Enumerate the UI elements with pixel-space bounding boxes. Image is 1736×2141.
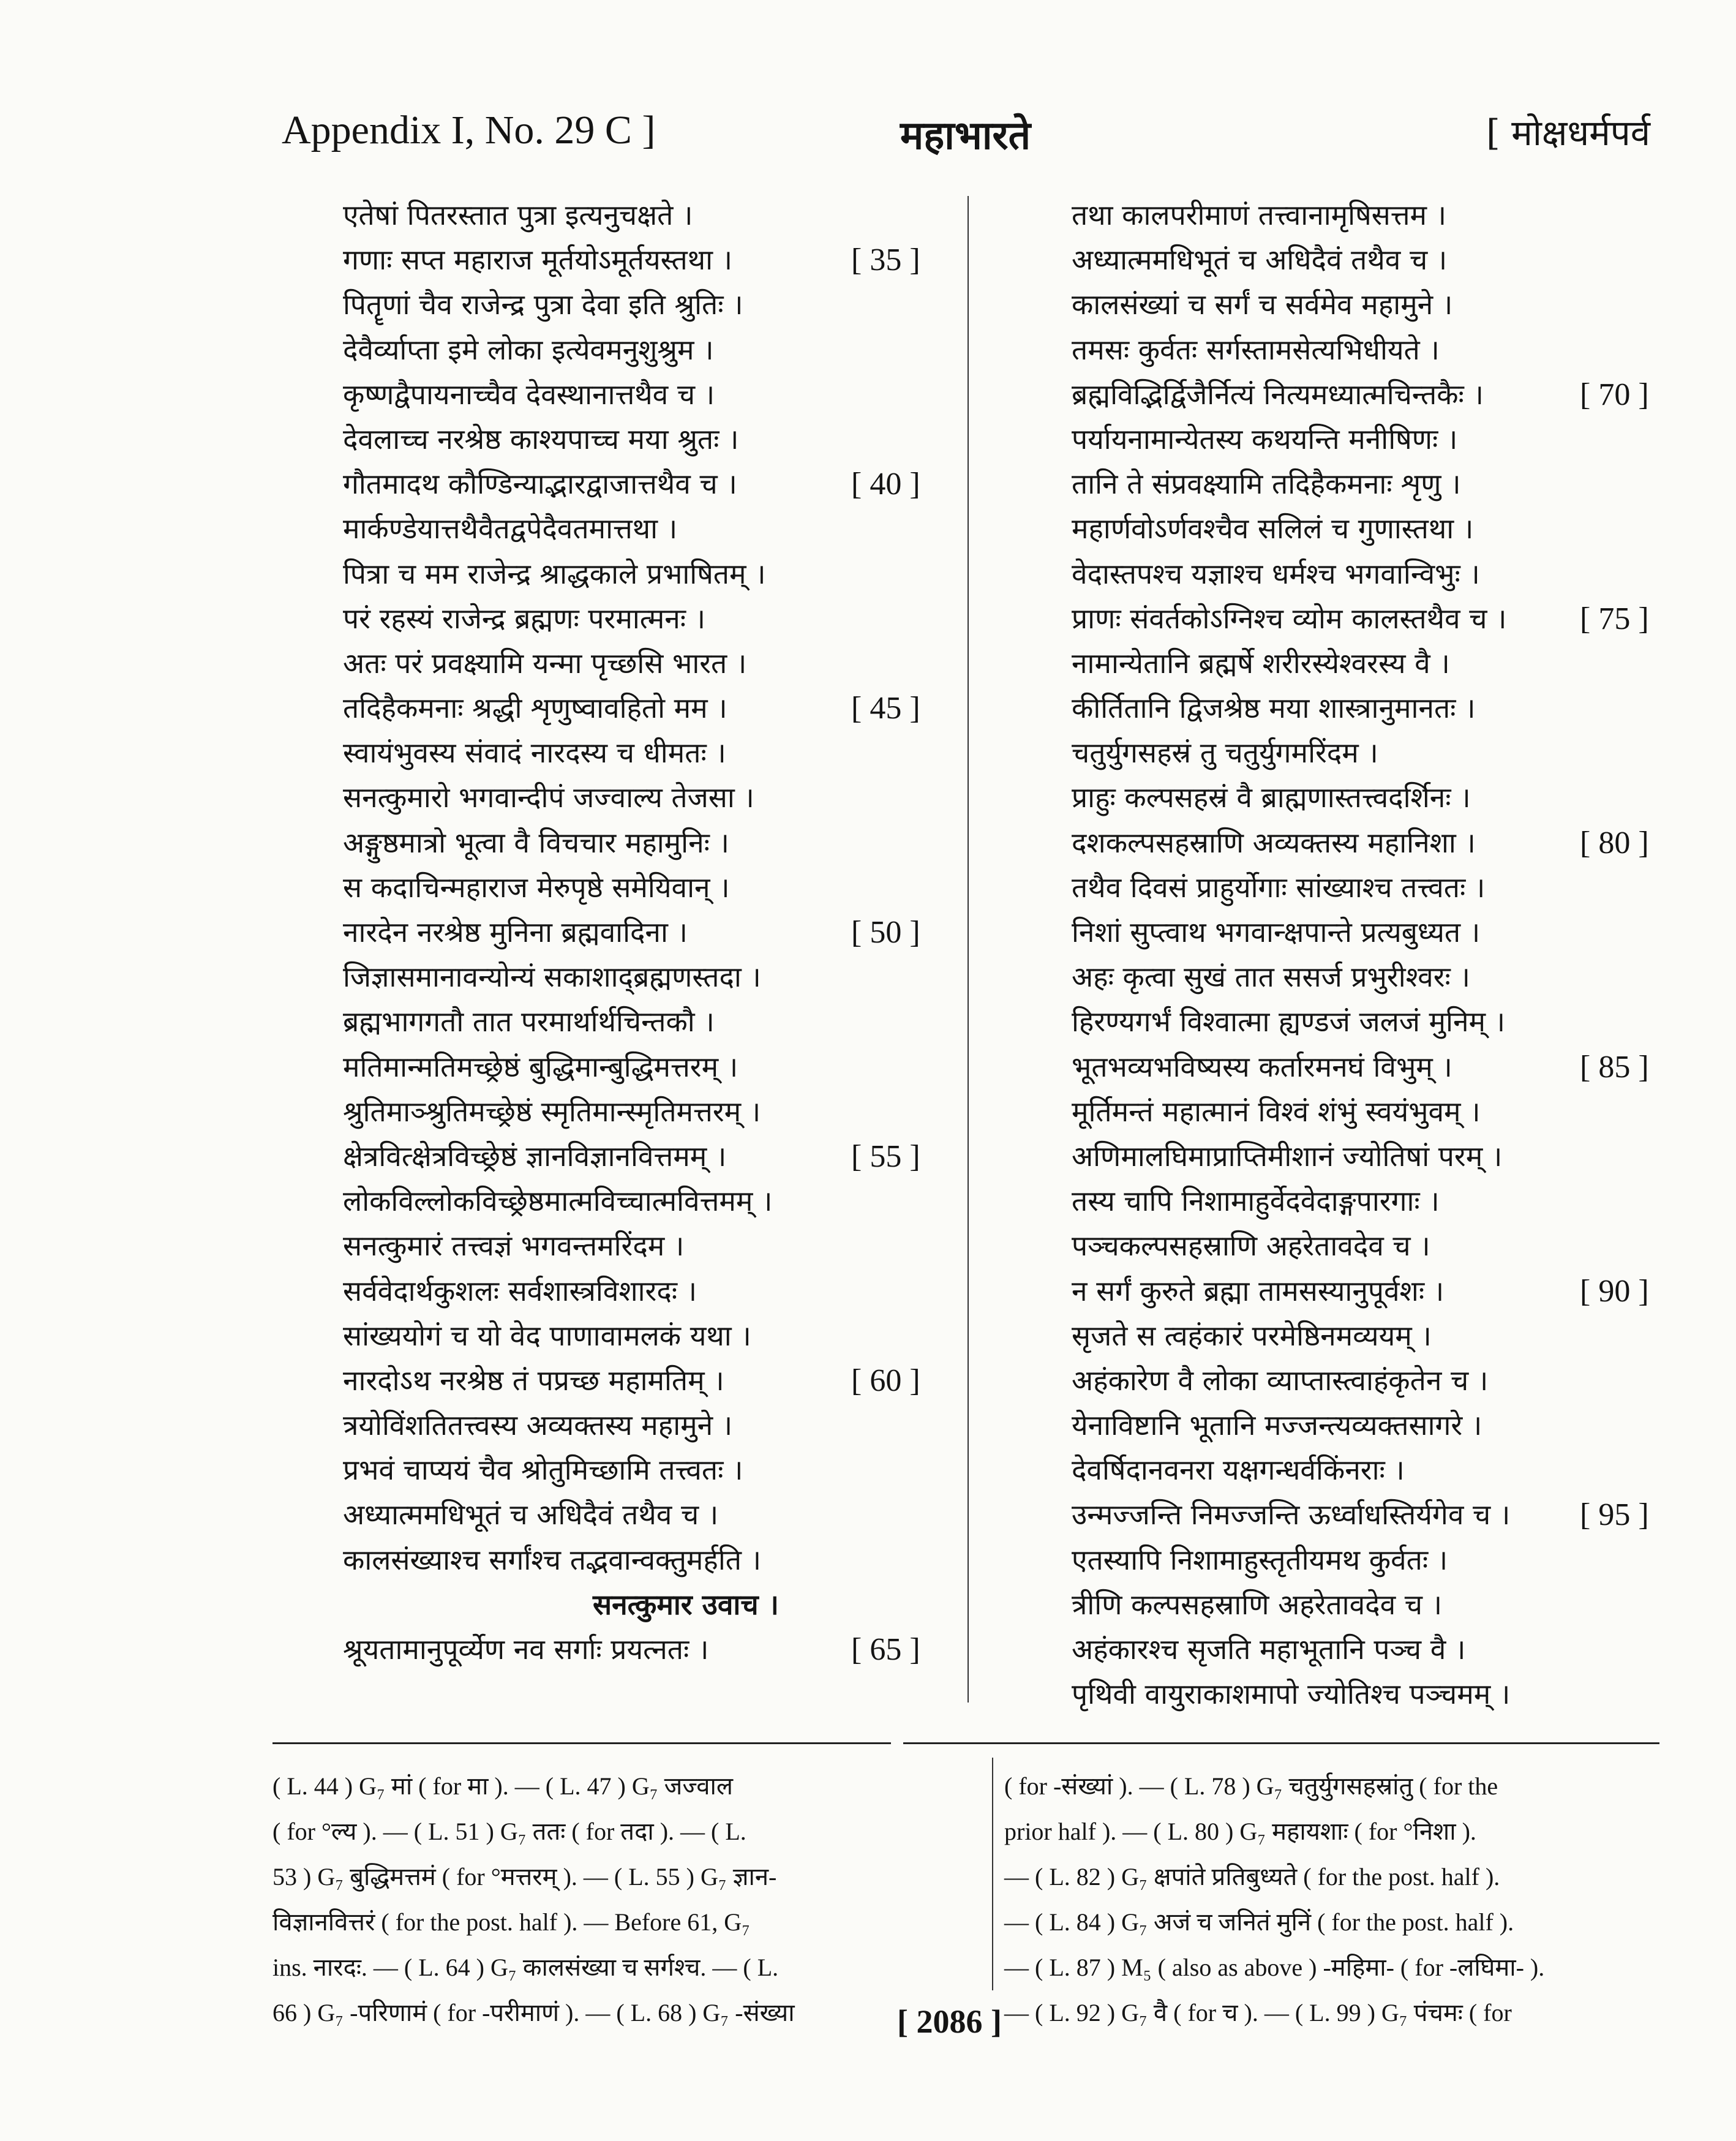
verse-text: ब्रह्मभागगतौ तात परमार्थार्थचिन्तकौ ।: [343, 1005, 715, 1039]
verse-line: [343, 1134, 1029, 1179]
verse-number: [ 35 ]: [851, 243, 920, 278]
verse-line: [1072, 1672, 1736, 1717]
footnote-line: ins. नारदः. — ( L. 64 ) G₇ कालसंख्या च सर्गश्च. — ( L.: [272, 1954, 779, 1981]
footnote-rule-left: [272, 1742, 891, 1744]
verse-line: [1072, 865, 1736, 910]
verse-text: एतेषां पितरस्तात पुत्रा इत्यनुचक्षते ।: [343, 198, 693, 231]
right-verse-column: [1072, 193, 1736, 1717]
running-header-left: Appendix I, No. 29 C ]: [282, 108, 656, 152]
verse-number: [ 85 ]: [1580, 1049, 1649, 1085]
verse-line: [1072, 999, 1736, 1044]
verse-text: ब्रह्मविद्भिर्द्विजैर्नित्यं नित्यमध्यात्मचिन्तकैः ।: [1072, 377, 1484, 411]
verse-text: दशकल्पसहस्राणि अव्यक्तस्य महानिशा ।: [1072, 826, 1476, 859]
verse-text: अणिमालघिमाप्राप्तिमीशानं ज्योतिषां परम् ।: [1072, 1139, 1503, 1173]
verse-line: [343, 1492, 1029, 1537]
verse-text: स्वायंभुवस्य संवादं नारदस्य च धीमतः ।: [343, 736, 726, 770]
verse-text: मूर्तिमन्तं महात्मानं विश्वं शंभुं स्वयंभुवम् ।: [1072, 1094, 1481, 1128]
verse-text: सनत्कुमार उवाच ।: [593, 1587, 779, 1621]
verse-line: [343, 238, 1029, 282]
verse-line: [343, 1403, 1029, 1448]
verse-line: [1072, 775, 1736, 820]
verse-text: गौतमादथ कौण्डिन्याद्भारद्वाजात्तथैव च ।: [343, 467, 737, 501]
verse-text: अध्यात्ममधिभूतं च अधिदैवं तथैव च ।: [343, 1498, 719, 1532]
verse-text: सनत्कुमारं तत्त्वज्ञं भगवन्तमरिंदम ।: [343, 1229, 685, 1263]
footnote-divider: [992, 1758, 993, 1990]
verse-line: [1072, 417, 1736, 462]
verse-text: श्रुतिमाञ्श्रुतिमच्छ्रेष्ठं स्मृतिमान्स्मृतिमत्तरम् ।: [343, 1094, 761, 1128]
footnote-line: ( for -संख्यां ). — ( L. 78 ) G₇ चतुर्युगसहस्रांतु ( for the: [1004, 1772, 1498, 1800]
verse-text: देवैर्व्याप्ता इमे लोका इत्येवमनुशुश्रुम ।: [343, 333, 714, 366]
verse-line: [343, 1089, 1029, 1134]
footnote-line: — ( L. 92 ) G₇ वै ( for च ). — ( L. 99 ) G₇ पंचमः ( for: [1004, 1999, 1512, 2026]
verse-line: [1072, 955, 1736, 999]
verse-text: गणाः सप्त महाराज मूर्तयोऽमूर्तयस्तथा ।: [343, 243, 733, 277]
verse-text: वेदास्तपश्च यज्ञाश्च धर्मश्च भगवान्विभुः ।: [1072, 557, 1480, 590]
footnote-rule-right: [903, 1742, 1659, 1744]
verse-line: [343, 328, 1029, 372]
verse-line: [1072, 238, 1736, 282]
verse-text: त्रीणि कल्पसहस्राणि अहरेतावदेव च ।: [1072, 1587, 1443, 1621]
verse-text: नारदेन नरश्रेष्ठ मुनिना ब्रह्मवादिना ।: [343, 916, 688, 949]
left-verse-column: [343, 193, 1029, 1672]
verse-text: अहंकारश्च सृजति महाभूतानि पञ्च वै ।: [1072, 1633, 1466, 1666]
verse-line: [343, 1314, 1029, 1358]
verse-text: तथा कालपरीमाणं तत्त्वानामृषिसत्तम ।: [1072, 198, 1447, 231]
verse-text: पितॄणां चैव राजेन्द्र पुत्रा देवा इति श्रुतिः ।: [343, 288, 743, 322]
verse-text: अहंकारेण वै लोका व्याप्तास्त्वाहंकृतेन च ।: [1072, 1363, 1489, 1397]
verse-line: [1072, 596, 1736, 641]
verse-line: [1072, 821, 1736, 865]
verse-line: [343, 282, 1029, 327]
verse-line: [1072, 282, 1736, 327]
verse-text: श्रूयतामानुपूर्व्येण नव सर्गाः प्रयत्नतः ।: [343, 1633, 709, 1666]
verse-number: [ 55 ]: [851, 1138, 920, 1174]
footnote-line: — ( L. 84 ) G₇ अजं च जनितं मुनिं ( for the post. half ).: [1004, 1908, 1514, 1936]
verse-text: महार्णवोऽर्णवश्चैव सलिलं च गुणास्तथा ।: [1072, 512, 1474, 546]
footnote-line: 66 ) G₇ -परिणामं ( for -परीमाणं ). — ( L. 68 ) G₇ -संख्या: [272, 1999, 795, 2026]
verse-text: कृष्णद्वैपायनाच्चैव देवस्थानात्तथैव च ।: [343, 377, 715, 411]
verse-text: सृजते स त्वहंकारं परमेष्ठिनमव्ययम् ।: [1072, 1319, 1432, 1352]
verse-number: [ 40 ]: [851, 467, 920, 502]
verse-line: [1072, 1538, 1736, 1582]
verse-text: तथैव दिवसं प्राहुर्योगाः सांख्याश्च तत्त्वतः ।: [1072, 870, 1486, 904]
verse-number: [ 65 ]: [851, 1632, 920, 1667]
verse-line: [1072, 506, 1736, 551]
verse-line: [343, 1627, 1029, 1672]
verse-text: अहः कृत्वा सुखं तात ससर्ज प्रभुरीश्वरः ।: [1072, 960, 1470, 994]
verse-line: [343, 999, 1029, 1044]
verse-text: सर्ववेदार्थकुशलः सर्वशास्त्रविशारदः ।: [343, 1274, 697, 1308]
verse-line: [1072, 552, 1736, 596]
verse-number: [ 50 ]: [851, 915, 920, 950]
verse-text: भूतभव्यभविष्यस्य कर्तारमनघं विभुम् ।: [1072, 1050, 1452, 1083]
verse-line: [1072, 328, 1736, 372]
verse-line: [343, 1538, 1029, 1582]
verse-line: [1072, 1179, 1736, 1224]
footnote-line: विज्ञानवित्तरं ( for the post. half ). — Before 61, G₇: [272, 1908, 751, 1936]
verse-text: न सर्गं कुरुते ब्रह्मा तामसस्यानुपूर्वशः ।: [1072, 1274, 1445, 1308]
verse-number: [ 80 ]: [1580, 825, 1649, 860]
verse-number: [ 90 ]: [1580, 1273, 1649, 1309]
verse-line: [1072, 910, 1736, 955]
verse-text: मतिमान्मतिमच्छ्रेष्ठं बुद्धिमान्बुद्धिमत्तरम् ।: [343, 1050, 738, 1083]
verse-text: देवर्षिदानवनरा यक्षगन्धर्वकिंनराः ।: [1072, 1453, 1405, 1487]
verse-text: मार्कण्डेयात्तथैवैतद्वपेदैवतमात्तथा ।: [343, 512, 678, 546]
verse-line: [343, 462, 1029, 506]
verse-line: [343, 1224, 1029, 1268]
verse-line: [343, 1269, 1029, 1314]
verse-text: लोकविल्लोकविच्छ्रेष्ठमात्मविच्चात्मवित्तमम् ।: [343, 1184, 773, 1218]
verse-line: [1072, 641, 1736, 686]
verse-text: तदिहैकमनाः श्रद्धी शृणुष्वावहितो मम ।: [343, 691, 727, 725]
verse-text: एतस्यापि निशामाहुस्तृतीयमथ कुर्वतः ।: [1072, 1543, 1448, 1576]
verse-text: अध्यात्ममधिभूतं च अधिदैवं तथैव च ।: [1072, 243, 1448, 277]
verse-line: [343, 1448, 1029, 1492]
verse-line: [1072, 1492, 1736, 1537]
verse-text: उन्मज्जन्ति निमज्जन्ति ऊर्ध्वाधस्तिर्यगेव च ।: [1072, 1498, 1511, 1532]
verse-text: स कदाचिन्महाराज मेरुपृष्ठे समेयिवान् ।: [343, 870, 730, 904]
page-number: [ 2086 ]: [897, 2003, 1002, 2040]
verse-line: [343, 910, 1029, 955]
footnote-line: prior half ). — ( L. 80 ) G₇ महायशाः ( for °निशा ).: [1004, 1818, 1476, 1845]
verse-line: [343, 372, 1029, 417]
verse-text: नामान्येतानि ब्रह्मर्षे शरीरस्येश्वरस्य वै ।: [1072, 646, 1450, 680]
verse-line: [1072, 1627, 1736, 1672]
verse-text: कीर्तितानि द्विजश्रेष्ठ मया शास्त्रानुमानतः ।: [1072, 691, 1476, 725]
verse-line: [343, 193, 1029, 238]
footnote-line: ( L. 44 ) G₇ मां ( for मा ). — ( L. 47 ) G₇ जज्वाल: [272, 1772, 733, 1800]
footnote-line: — ( L. 82 ) G₇ क्षपांते प्रतिबुध्यते ( for the post. half ).: [1004, 1863, 1500, 1891]
verse-text: जिज्ञासमानावन्योन्यं सकाशाद्ब्रह्मणस्तदा ।: [343, 960, 761, 994]
verse-number: [ 60 ]: [851, 1363, 920, 1398]
verse-text: प्रभवं चाप्ययं चैव श्रोतुमिच्छामि तत्त्वतः ।: [343, 1453, 743, 1487]
speaker-heading: [343, 1582, 1029, 1627]
verse-line: [1072, 462, 1736, 506]
verse-text: देवलाच्च नरश्रेष्ठ काश्यपाच्च मया श्रुतः ।: [343, 422, 739, 456]
verse-text: तस्य चापि निशामाहुर्वेदवेदाङ्गपारगाः ।: [1072, 1184, 1440, 1218]
verse-text: प्राणः संवर्तकोऽग्निश्च व्योम कालस्तथैव च ।: [1072, 601, 1507, 635]
verse-line: [1072, 1314, 1736, 1358]
verse-text: क्षेत्रवित्क्षेत्रविच्छ्रेष्ठं ज्ञानविज्ञानवित्तमम् ।: [343, 1139, 727, 1173]
verse-line: [1072, 1269, 1736, 1314]
verse-line: [343, 955, 1029, 999]
verse-line: [343, 417, 1029, 462]
verse-text: कालसंख्याश्च सर्गांश्च तद्भवान्वक्तुमर्हति ।: [343, 1543, 762, 1576]
verse-text: येनाविष्टानि भूतानि मज्जन्त्यव्यक्तसागरे ।: [1072, 1409, 1482, 1442]
footnotes-left: [272, 1764, 977, 2036]
verse-text: तमसः कुर्वतः सर्गस्तामसेत्यभिधीयते ।: [1072, 333, 1440, 366]
verse-line: [1072, 1045, 1736, 1089]
verse-line: [343, 775, 1029, 820]
verse-number: [ 45 ]: [851, 691, 920, 726]
verse-line: [1072, 1089, 1736, 1134]
verse-line: [1072, 372, 1736, 417]
verse-text: पर्यायनामान्येतस्य कथयन्ति मनीषिणः ।: [1072, 422, 1458, 456]
verse-line: [1072, 1134, 1736, 1179]
verse-line: [343, 865, 1029, 910]
verse-number: [ 70 ]: [1580, 377, 1649, 412]
verse-text: कालसंख्यां च सर्गं च सर्वमेव महामुने ।: [1072, 288, 1453, 322]
verse-line: [343, 686, 1029, 731]
verse-line: [1072, 1403, 1736, 1448]
verse-line: [343, 821, 1029, 865]
verse-line: [343, 506, 1029, 551]
verse-line: [343, 641, 1029, 686]
verse-text: नारदोऽथ नरश्रेष्ठ तं पप्रच्छ महामतिम् ।: [343, 1363, 724, 1397]
verse-text: अतः परं प्रवक्ष्यामि यन्मा पृच्छसि भारत ।: [343, 646, 747, 680]
verse-line: [1072, 1224, 1736, 1268]
verse-text: त्रयोविंशतितत्त्वस्य अव्यक्तस्य महामुने ।: [343, 1409, 733, 1442]
running-header-right: [ मोक्षधर्मपर्व: [1486, 112, 1650, 154]
verse-line: [1072, 1448, 1736, 1492]
verse-line: [343, 731, 1029, 775]
verse-line: [343, 1045, 1029, 1089]
verse-text: पित्रा च मम राजेन्द्र श्राद्धकाले प्रभाषितम् ।: [343, 557, 766, 590]
verse-text: सांख्ययोगं च यो वेद पाणावामलकं यथा ।: [343, 1319, 751, 1352]
verse-line: [1072, 731, 1736, 775]
verse-line: [1072, 193, 1736, 238]
verse-text: तानि ते संप्रवक्ष्यामि तदिहैकमनाः शृणु ।: [1072, 467, 1461, 501]
verse-line: [1072, 686, 1736, 731]
verse-line: [343, 1358, 1029, 1403]
verse-number: [ 75 ]: [1580, 601, 1649, 636]
verse-text: निशां सुप्त्वाथ भगवान्क्षपान्ते प्रत्यबुध्यत ।: [1072, 916, 1481, 949]
footnotes-right: [1004, 1764, 1659, 2036]
verse-number: [ 95 ]: [1580, 1497, 1649, 1533]
verse-line: [343, 552, 1029, 596]
verse-line: [1072, 1358, 1736, 1403]
verse-text: प्राहुः कल्पसहस्रं वै ब्राह्मणास्तत्त्वदर्शिनः ।: [1072, 781, 1471, 815]
footnote-line: ( for °ल्य ). — ( L. 51 ) G₇ ततः ( for तदा ). — ( L.: [272, 1818, 746, 1845]
verse-line: [343, 596, 1029, 641]
footnote-line: — ( L. 87 ) M₅ ( also as above ) -महिमा- ( for -लघिमा- ).: [1004, 1954, 1545, 1981]
verse-text: पृथिवी वायुराकाशमापो ज्योतिश्च पञ्चमम् ।: [1072, 1677, 1511, 1711]
column-divider: [968, 196, 969, 1703]
verse-text: अङ्गुष्ठमात्रो भूत्वा वै विचचार महामुनिः ।: [343, 826, 729, 859]
running-header-title: महाभारते: [900, 113, 1031, 159]
footnote-line: 53 ) G₇ बुद्धिमत्तमं ( for °मत्तरम् ). — ( L. 55 ) G₇ ज्ञान-: [272, 1863, 777, 1891]
verse-line: [1072, 1582, 1736, 1627]
verse-text: हिरण्यगर्भं विश्वात्मा ह्यण्डजं जलजं मुनिम् ।: [1072, 1005, 1506, 1039]
verse-text: पञ्चकल्पसहस्राणि अहरेतावदेव च ।: [1072, 1229, 1430, 1263]
verse-line: [343, 1179, 1029, 1224]
verse-text: परं रहस्यं राजेन्द्र ब्रह्मणः परमात्मनः ।: [343, 601, 706, 635]
verse-text: सनत्कुमारो भगवान्दीपं जज्वाल्य तेजसा ।: [343, 781, 754, 815]
verse-text: चतुर्युगसहस्रं तु चतुर्युगमरिंदम ।: [1072, 736, 1378, 770]
